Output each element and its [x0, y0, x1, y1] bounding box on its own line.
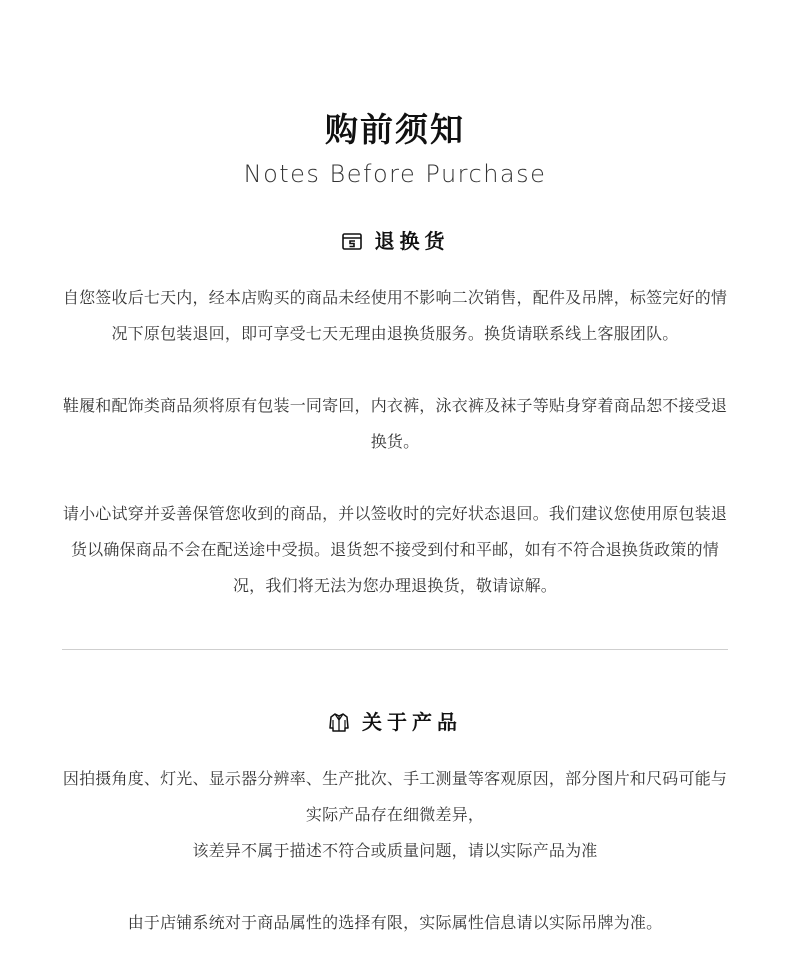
page-title: 购前须知 [325, 110, 465, 149]
page-subtitle: Notes Before Purchase [243, 160, 547, 188]
product-paragraph-1: 因拍摄角度、灯光、显示器分辨率、生产批次、手工测量等客观原因，部分图片和尺码可能与实际产品存在细微差异， [62, 769, 728, 824]
product-paragraph-2: 该差异不属于描述不符合或质量问题，请以实际产品为准 [192, 841, 598, 860]
product-section-heading [0, 708, 790, 736]
product-paragraph-3: 由于店铺系统对于商品属性的选择有限，实际属性信息请以实际吊牌为准。 [127, 913, 663, 932]
return-box-icon [341, 230, 363, 252]
returns-heading-label: 退换货 [374, 229, 450, 253]
returns-paragraph-1: 自您签收后七天内，经本店购买的商品未经使用不影响二次销售，配件及吊牌，标签完好的情况下原包装退回，即可享受七天无理由退换货服务。换货请联系线上客服团队。 [62, 288, 728, 343]
product-heading-label: 关于产品 [362, 710, 462, 734]
section-divider [62, 649, 728, 650]
returns-section-heading [0, 227, 790, 255]
returns-paragraph-3: 请小心试穿并妥善保管您收到的商品，并以签收时的完好状态退回。我们建议您使用原包装退货以确保商品不会在配送途中受损。退货恕不接受到付和平邮，如有不符合退换货政策的情况，我们将无法为您办理退换货，敬请谅解。 [62, 504, 728, 595]
returns-paragraph-2: 鞋履和配饰类商品须将原有包装一同寄回，内衣裤，泳衣裤及袜子等贴身穿着商品恕不接受退换货。 [62, 396, 728, 451]
jacket-icon [328, 711, 350, 733]
